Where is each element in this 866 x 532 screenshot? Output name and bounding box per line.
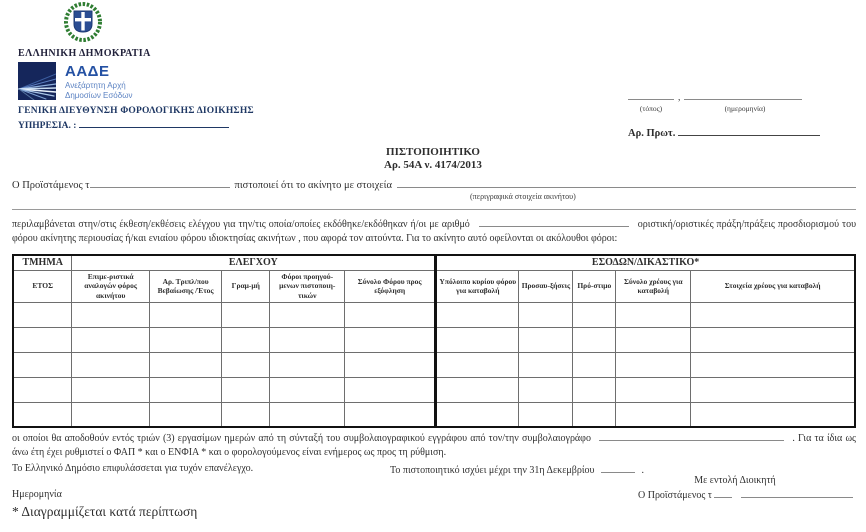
col-header-foroi-proigoumenon: Φόροι προηγού-μενων πιστοποιη-τικών bbox=[270, 270, 345, 302]
protocol-blank-line bbox=[678, 126, 820, 136]
date-blank-line bbox=[684, 90, 802, 100]
col-header-prosafxiseis: Προσαυ-ξήσεις bbox=[519, 270, 573, 302]
paragraph1-part1: περιλαμβάνεται στην/στις έκθεση/εκθέσεις ελέγχου για την/τις οποία/οποίες εκδόθηκε/εκδόθηκαν ή/οι με αριθμό bbox=[12, 219, 470, 230]
property-details-blank-line2 bbox=[12, 209, 856, 210]
aade-subtitle-line2: Δημοσίων Εσόδων bbox=[65, 90, 133, 100]
document-title bbox=[0, 146, 866, 172]
validity-period: . bbox=[641, 465, 645, 476]
section-tmima: ΤΜΗΜΑ bbox=[13, 255, 72, 270]
section-elegxou: ΕΛΕΓΧΟΥ bbox=[72, 255, 436, 270]
payment-terms-paragraph bbox=[12, 431, 856, 459]
aade-logo-square-icon bbox=[18, 62, 56, 100]
property-details-caption: (περιγραφικά στοιχεία ακινήτου) bbox=[470, 192, 576, 201]
section-esodon-dikastiko: ΕΣΟΔΩΝ/ΔΙΚΑΣΤΙΚΟ* bbox=[436, 255, 855, 270]
paragraph2-part2: . Για τα ίδια ως άνω έτη έχει ρυθμιστεί ο ΦΑΠ * και ο ΕΝΦΙΑ * και ο φορολογούμενος είναι ενήμερος ως προς τη ρύθμιση. bbox=[12, 433, 857, 458]
official-name-blank-line bbox=[90, 178, 230, 188]
signature-article-blank-line bbox=[714, 488, 732, 498]
property-details-blank-line bbox=[397, 178, 856, 188]
col-header-synolo-forou: Σύνολο Φόρου προς εξόφληση bbox=[345, 270, 436, 302]
act-number-blank-line bbox=[479, 217, 629, 227]
table-row bbox=[13, 402, 855, 427]
aade-acronym: ΑΑΔΕ bbox=[65, 63, 110, 80]
aade-logo bbox=[18, 62, 328, 100]
date-label: (ημερομηνία) bbox=[724, 104, 766, 113]
service-blank-line bbox=[79, 118, 229, 128]
reexamination-note: Το Ελληνικό Δημόσιο επιφυλάσσεται για τυχόν επανέλεγχο. bbox=[12, 463, 254, 474]
col-header-grammi: Γραμ-μή bbox=[222, 270, 270, 302]
paragraph1-part2: οριστική/οριστικές πράξη/πράξεις προσδιορισμού του φόρου ακίνητης περιουσίας ή/και ενιαίου φόρου ιδιοκτησίας ακινήτων , που αφορά τον αιτούντα. Για το ακίνητο αυτό οφείλονται οι ακόλουθοι φόροι: bbox=[12, 219, 857, 244]
aade-subtitle-line1: Ανεξάρτητη Αρχή bbox=[65, 81, 126, 90]
table-column-header-row bbox=[13, 270, 855, 302]
col-header-stoixeia-xreous: Στοιχεία χρέους για καταβολή bbox=[691, 270, 855, 302]
notary-name-blank-line bbox=[599, 431, 784, 441]
place-date-block bbox=[628, 90, 846, 139]
table-row bbox=[13, 352, 855, 377]
greek-coat-of-arms-icon bbox=[60, 2, 106, 47]
table-row bbox=[13, 327, 855, 352]
place-date-separator: , bbox=[678, 93, 681, 103]
tax-table bbox=[12, 254, 856, 428]
paragraph2-part1: οι οποίοι θα αποδοθούν εντός τριών (3) εργασίμων ημερών από τη σύνταξή του συμβολαιογραφικού εγγράφου από τον/την συμβολαιογράφο bbox=[12, 433, 591, 444]
table-row bbox=[13, 302, 855, 327]
validity-text: Το πιστοποιητικό ισχύει μέχρι την 31η Δεκεμβρίου bbox=[390, 465, 595, 476]
title-line1: ΠΙΣΤΟΠΟΙΗΤΙΚΟ bbox=[386, 146, 480, 158]
intro-part2: πιστοποιεί ότι το ακίνητο με στοιχεία bbox=[234, 180, 393, 191]
signature-name-blank-line bbox=[741, 488, 853, 498]
intro-line bbox=[12, 178, 856, 191]
col-header-ar-triplotypou: Αρ. Τριπλ/που Βεβαίωσης /Έτος bbox=[149, 270, 221, 302]
table-section-header-row bbox=[13, 255, 855, 270]
title-line2: Αρ. 54Α ν. 4174/2013 bbox=[384, 159, 482, 171]
col-header-etos: ΕΤΟΣ bbox=[13, 270, 72, 302]
col-header-ypoloipo-kyriou: Υπόλοιπο κυρίου φόρου για καταβολή bbox=[436, 270, 519, 302]
col-header-prostimo: Πρό-στιμο bbox=[573, 270, 616, 302]
strikethrough-footnote: * Διαγραμμίζεται κατά περίπτωση bbox=[12, 504, 198, 519]
service-label: ΥΠΗΡΕΣΙΑ. : bbox=[18, 121, 77, 132]
place-blank-line bbox=[628, 90, 674, 100]
by-order-of-governor: Με εντολή Διοικητή bbox=[694, 475, 776, 486]
certification-paragraph bbox=[12, 217, 856, 245]
republic-title: ΕΛΛΗΝΙΚΗ ΔΗΜΟΚΡΑΤΙΑ bbox=[18, 48, 151, 59]
signature-line bbox=[638, 488, 853, 501]
validity-note bbox=[390, 463, 644, 476]
signature-prefix: Ο Προϊστάμενος τ bbox=[638, 490, 712, 501]
col-header-epimeristika: Επιμε-ριστικά αναλογών φόρος ακινήτου bbox=[72, 270, 149, 302]
validity-year-blank-line bbox=[601, 463, 635, 473]
protocol-number-label: Αρ. Πρωτ. bbox=[628, 128, 676, 139]
place-label: (τόπος) bbox=[639, 104, 663, 113]
col-header-synolo-xreous: Σύνολο χρέους για καταβολή bbox=[616, 270, 691, 302]
agency-header bbox=[18, 2, 328, 131]
date-field-label: Ημερομηνία bbox=[12, 489, 62, 500]
table-row bbox=[13, 377, 855, 402]
directorate-title: ΓΕΝΙΚΗ ΔΙΕΥΘΥΝΣΗ ΦΟΡΟΛΟΓΙΚΗΣ ΔΙΟΙΚΗΣΗΣ bbox=[18, 106, 254, 117]
intro-part1: Ο Προϊστάμενος τ bbox=[12, 180, 90, 191]
